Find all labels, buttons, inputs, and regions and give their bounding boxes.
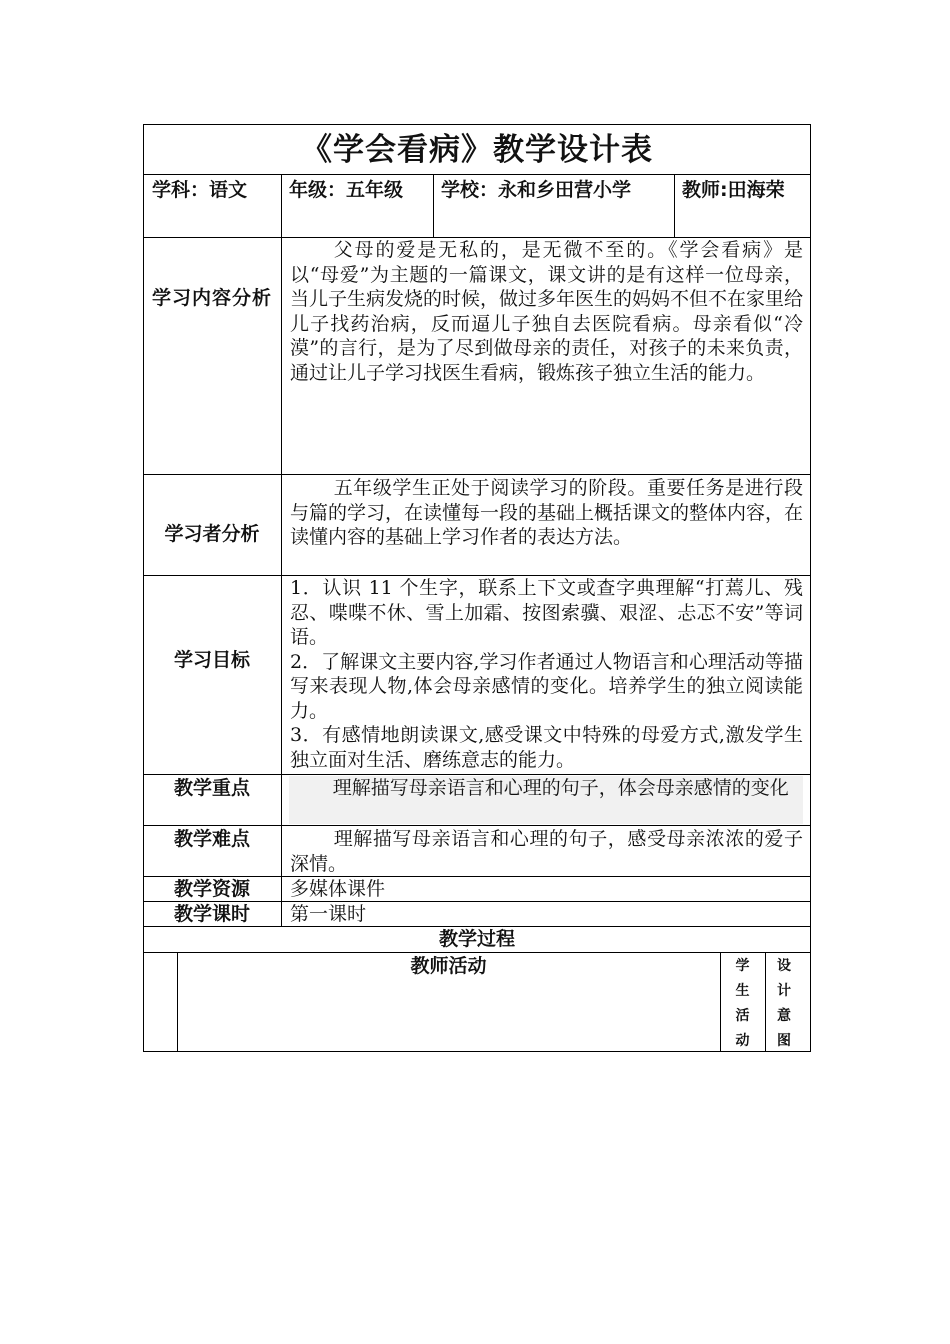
content-analysis-label: 学习内容分析 xyxy=(152,287,273,309)
rule-below-title xyxy=(143,174,811,175)
design-intent-char: 图 xyxy=(777,1033,791,1049)
content-analysis-text xyxy=(290,238,803,472)
header-divider-2 xyxy=(433,174,434,237)
student-activity-header xyxy=(720,954,765,1054)
design-intent-char: 意 xyxy=(777,1008,791,1024)
learner-analysis-text xyxy=(290,476,803,574)
difficulties-label: 教学难点 xyxy=(173,828,250,850)
content-analysis-paragraph: 父母的爱是无私的，是无微不至的。《学会看病》是以“母爱”为主题的一篇课文，课文讲的是有这样一位母亲，当儿子生病发烧的时候，做过多年医生的妈妈不但不在家里给儿子找药治病，反而逼儿子独自去医院看病。母亲看似“冷漠”的言行，是为了尽到做母亲的责任，对孩子的未来负责，通过让儿子学习找医生看病，锻炼孩子独立生活的能力。 xyxy=(290,239,803,384)
key-points-text xyxy=(289,776,803,824)
periods-text: 第一课时 xyxy=(290,903,367,925)
document-title: 《学会看病》教学设计表 xyxy=(301,132,653,168)
teacher-activity-header: 教师活动 xyxy=(410,955,487,977)
process-heading: 教学过程 xyxy=(438,928,515,950)
objectives-label: 学习目标 xyxy=(173,649,250,671)
student-activity-char: 学 xyxy=(735,958,750,974)
resources-label: 教学资源 xyxy=(173,878,250,900)
learner-analysis-paragraph: 五年级学生正处于阅读学习的阶段。重要任务是进行段与篇的学习，在读懂每一段的基础上概括课文的整体内容，在读懂内容的基础上学习作者的表达方法。 xyxy=(290,477,803,548)
design-intent-header xyxy=(765,954,803,1054)
rule-below-key-points xyxy=(143,825,811,826)
objective-item: 2．了解课文主要内容,学习作者通过人物语言和心理活动等描写来表现人物,体会母亲感情的变化。培养学生的独立阅读能力。 xyxy=(290,650,803,722)
subject-field: 学科：语文 xyxy=(152,179,248,201)
label-column-divider xyxy=(281,237,282,926)
design-intent-char: 设 xyxy=(777,958,791,974)
objectives-list xyxy=(290,576,803,773)
school-field: 学校：永和乡田营小学 xyxy=(441,179,632,201)
key-points-label: 教学重点 xyxy=(173,777,250,799)
student-activity-char: 动 xyxy=(735,1033,750,1049)
learner-analysis-label: 学习者分析 xyxy=(164,523,260,545)
student-activity-char: 活 xyxy=(735,1008,750,1024)
grade-field: 年级：五年级 xyxy=(289,179,404,201)
difficulties-paragraph: 理解描写母亲语言和心理的句子，感受母亲浓浓的爱子深情。 xyxy=(290,828,803,875)
difficulties-text xyxy=(290,827,803,875)
objective-item: 1．认识 11 个生字，联系上下文或查字典理解“打蔫儿、残忍、喋喋不休、雪上加霜、按图索骥、艰涩、忐忑不安”等词语。 xyxy=(290,577,803,648)
header-divider-3 xyxy=(674,174,675,237)
teacher-field: 教师:田海荣 xyxy=(682,179,785,201)
periods-label: 教学课时 xyxy=(173,903,250,925)
header-divider-1 xyxy=(281,174,282,237)
objective-item: 3．有感情地朗读课文,感受课文中特殊的母爱方式,激发学生独立面对生活、磨练意志的能力。 xyxy=(290,724,803,771)
resources-text: 多媒体课件 xyxy=(290,878,386,900)
rule-below-objectives xyxy=(143,774,811,775)
key-points-paragraph: 理解描写母亲语言和心理的句子，体会母亲感情的变化 xyxy=(332,777,789,799)
design-intent-char: 计 xyxy=(777,983,791,999)
rule-below-content-analysis xyxy=(143,474,811,475)
student-activity-char: 生 xyxy=(735,983,750,999)
rule-below-process-heading xyxy=(143,952,811,953)
